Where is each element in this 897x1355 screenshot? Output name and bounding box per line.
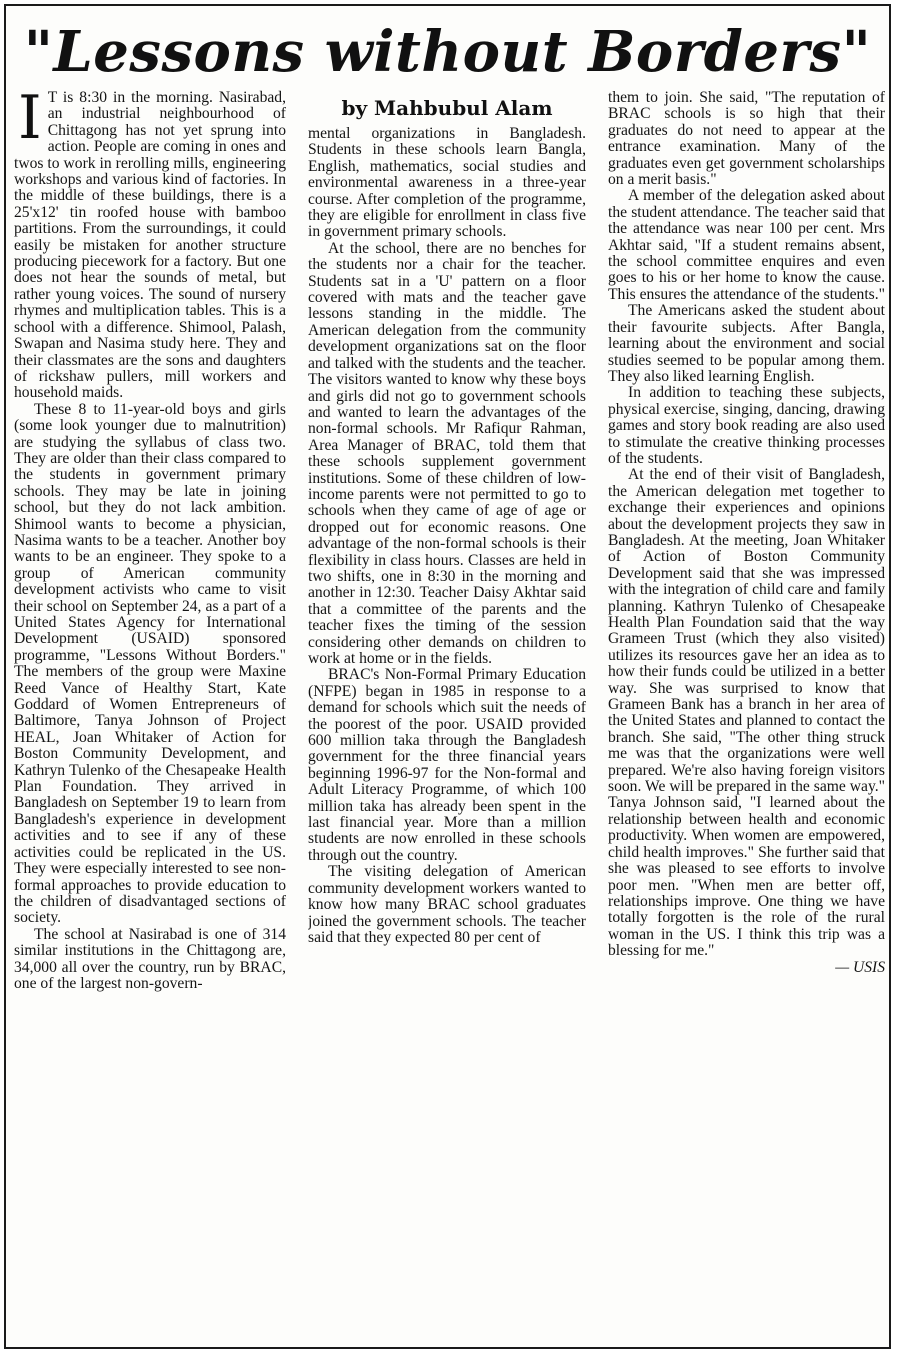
article-paragraph: The school at Nasirabad is one of 314 similar institutions in the Chittagong are, 34,000 all over the country, run by BRAC, one of the largest non-govern- <box>14 925 286 992</box>
article-paragraph: BRAC's Non-Formal Primary Education (NFPE) began in 1985 in response to a demand for schools which suit the needs of the poorest of the poor. USAID provided 600 million taka through the Bangladesh government for the three financial years beginning 1996-97 for the Non-formal and Adult Literacy Programme, of which 100 million taka has already been spent in the last financial year. More than a million students are now enrolled in these schools through out the country. <box>308 666 586 864</box>
article-column-2 <box>308 90 586 1345</box>
article-paragraph: At the school, there are no benches for the students nor a chair for the teacher. Students sat in a 'U' pattern on a floor covered with mats and the teacher gave lessons standing in the middle. The American delegation from the community development organizations sat on the floor and talked with the students and the teacher. The visitors wanted to know why these boys and girls did not go to government schools and wanted to learn the advantages of the non-formal schools. Mr Rafiqur Rahman, Area Manager of BRAC, told them that these schools supplement government institutions. Some of these children of low-income parents were not permitted to go to schools when they came of age of age or dropped out for economic reasons. One advantage of the non-formal schools is their flexibility in class hours. Classes are held in two shifts, one in 8:30 in the morning and another in 12:30. Teacher Daisy Akhtar said that a committee of the parents and the teacher fixes the timing of the session considering other demands on children to work at home or in the fields. <box>308 239 586 667</box>
signoff: — USIS <box>835 958 885 976</box>
newspaper-clipping <box>4 4 891 1349</box>
drop-cap: I <box>18 90 42 153</box>
article-column-1 <box>14 90 286 1345</box>
article-paragraph: them to join. She said, "The reputation of BRAC schools is so high that their graduates do not need to appear at the entrance examination. Many of the graduates even get government scholarships on a merit basis." <box>608 90 885 189</box>
headline: "Lessons without Borders" <box>23 19 872 85</box>
article-paragraph: The Americans asked the student about their favourite subjects. After Bangla, learning about the environment and social studies seemed to be popular among them. They also liked learning English. <box>608 302 885 385</box>
article-paragraph: T is 8:30 in the morning. Nasirabad, an industrial neighbourhood of Chittagong has not yet sprung into action. People are coming in ones and twos to work in rerolling mills, engineering workshops and various kind of factories. In the middle of these buildings, there is a 25'x12' tin roofed house with bamboo partitions. From the surroundings, it could easily be mistaken for another structure producing piecework for a factory. But one does not hear the sounds of metal, but rather young voices. The sound of nursery rhymes and multiplication tables. This is a school with a difference. Shimool, Palash, Swapan and Nasima study here. They and their classmates are the sons and daughters of rickshaw pullers, mill workers and household maids. <box>14 90 286 402</box>
article-column-3 <box>608 90 885 1345</box>
article-paragraph: These 8 to 11-year-old boys and girls (some look younger due to malnutrition) are studying the syllabus of class two. They are older than their class compared to the students in government primary schools. They may be late in joining school, but they do not lack ambition. Shimool wants to become a physician, Nasima wants to be a teacher. Another boy wants to be an engineer. They spoke to a group of American community development activists who came to visit their school on September 24, as a part of a United States Agency for International Development (USAID) sponsored programme, "Lessons Without Borders." The members of the group were Maxine Reed Vance of Healthy Start, Kate Goddard of Women Entrepreneurs of Baltimore, Tanya Johnson of Project HEAL, Joan Whitaker of Action for Boston Community Development, and Kathryn Tulenko of the Chesapeake Health Plan Foundation. They arrived in Bangladesh on September 19 to learn from Bangladesh's experience in development activities and to see if any of these activities could be replicated in the US. They were especially interested to see non-formal approaches to provide education to the children of disadvantaged sections of society. <box>14 400 286 927</box>
article-paragraph: The visiting delegation of American community development workers wanted to know how many BRAC school graduates joined the government schools. The teacher said that they expected 80 per cent of <box>308 863 586 946</box>
article-paragraph: A member of the delegation asked about the student attendance. The teacher said that the attendance was near 100 per cent. Mrs Akhtar said, "If a student remains absent, the school committee enquires and even goes to his or her home to know the cause. This ensures the attendance of the students." <box>608 187 885 303</box>
article-paragraph: At the end of their visit of Bangladesh, the American delegation met together to exchange their experiences and opinions about the development projects they saw in Bangladesh. At the meeting, Joan Whitaker of Action of Boston Community Development said that she was impressed with the integration of child care and family planning. Kathryn Tulenko of Chesapeake Health Plan Foundation said that the way Grameen Trust (which they also visited) utilizes its resources gave her an idea as to how their funds could be utilized in a better way. She was surprised to know that Grameen Bank has a branch in her area of the United States and planned to contact the branch. She said, "The other thing struck me was that the organizations were well prepared. We're also having foreign visitors soon. We will be prepared in the same way." Tanya Johnson said, "I learned about the relationship between health and economic productivity. When women are empowered, child health improves." She further said that she was pleased to see efforts to involve poor men. "When men are better off, relationships improve. One thing we have totally forgotten is the role of the rural woman in the US. I think this trip was a blessing for me." <box>608 466 885 960</box>
article-paragraph: mental organizations in Bangladesh. Students in these schools learn Bangla, English, mathematics, social studies and environmental awareness in a three-year course. After completion of the programme, they are eligible for enrollment in class five in government primary schools. <box>308 125 586 241</box>
byline: by Mahbubul Alam <box>341 96 553 120</box>
article-paragraph: In addition to teaching these subjects, physical exercise, singing, dancing, drawing games and story book reading are also used to stimulate the creative thinking processes of the students. <box>608 384 885 467</box>
